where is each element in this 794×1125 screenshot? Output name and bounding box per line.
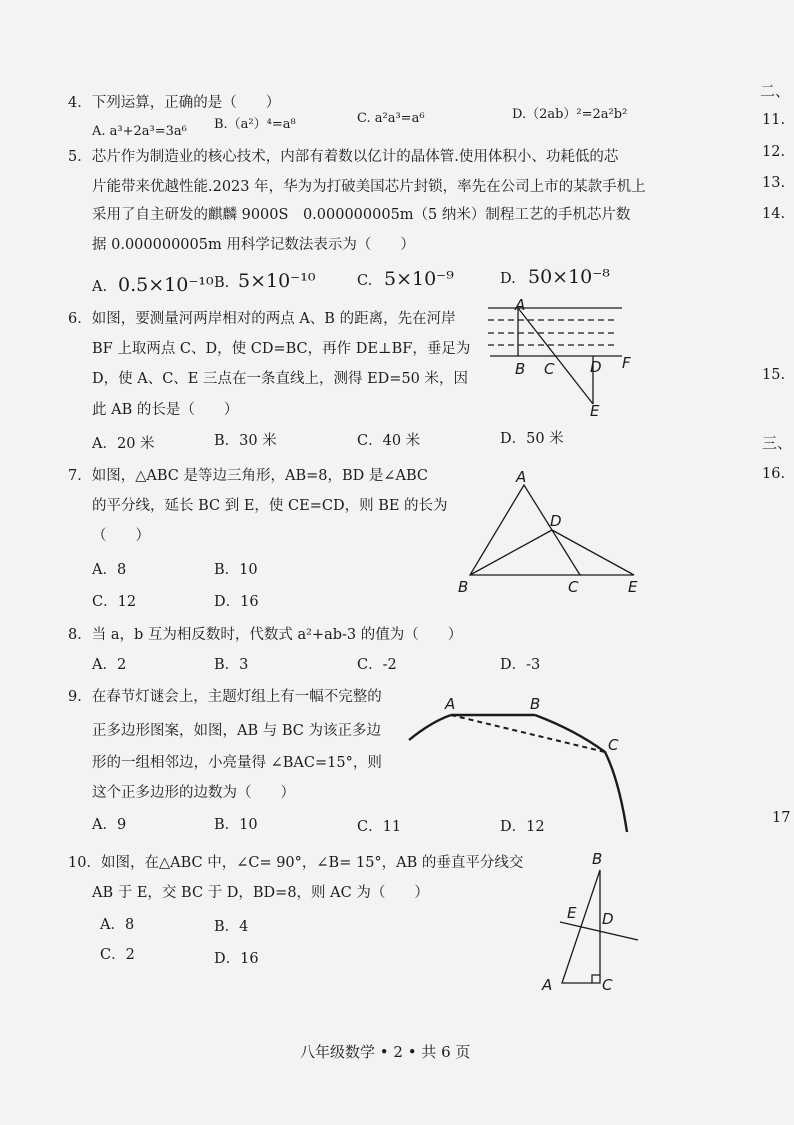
q4-stem: 4．下列运算，正确的是（ ） xyxy=(68,95,281,111)
q5-option-a: 0.5×10⁻¹⁰ xyxy=(118,274,214,296)
q4-option-b: B.（a²）⁴=a⁸ xyxy=(214,117,296,132)
q7-label-b: B xyxy=(458,578,469,596)
q9-option-a: A．9 xyxy=(92,817,127,833)
right-col-13: 13. xyxy=(762,175,786,191)
right-col-17: 17 xyxy=(772,810,791,826)
q7-line-2: 的平分线，延长 BC 到 E，使 CE=CD，则 BE 的长为 xyxy=(92,498,448,514)
q7-triangle-figure xyxy=(460,480,640,580)
q10-label-b: B xyxy=(592,850,603,868)
q6-label-b: B xyxy=(515,360,526,378)
q4-option-c: C. a²a³=a⁶ xyxy=(357,111,425,126)
q7-label-e: E xyxy=(628,578,638,596)
q5-option-b: 5×10⁻¹⁰ xyxy=(238,270,316,292)
q10-option-a: A．8 xyxy=(100,917,135,933)
q5-option-a-prefix: A. xyxy=(92,279,108,295)
q6-label-c: C xyxy=(544,360,555,378)
q9-option-c: C．11 xyxy=(357,819,402,835)
q10-option-c: C．2 xyxy=(100,947,135,963)
q10-label-a: A xyxy=(542,976,553,994)
q5-line-4: 据 0.000000005m 用科学记数法表示为（ ） xyxy=(92,237,415,253)
q9-option-d: D．12 xyxy=(500,819,545,835)
q5-option-d: 50×10⁻⁸ xyxy=(528,266,610,288)
q6-line-1: 6．如图，要测量河两岸相对的两点 A、B 的距离，先在河岸 xyxy=(68,311,456,327)
page-footer: 八年级数学 • 2 • 共 6 页 xyxy=(300,1043,471,1061)
q6-line-2: BF 上取两点 C、D，使 CD=BC，再作 DE⊥BF，垂足为 xyxy=(92,341,471,357)
q10-option-b: B．4 xyxy=(214,919,249,935)
right-col-11: 11. xyxy=(762,112,786,128)
q7-option-a: A．8 xyxy=(92,562,127,578)
q10-option-d: D．16 xyxy=(214,951,259,967)
q7-option-d: D．16 xyxy=(214,594,259,610)
q10-label-e: E xyxy=(567,904,577,922)
q9-polygon-figure xyxy=(405,700,635,840)
q10-line-1: 10．如图，在△ABC 中，∠C= 90°，∠B= 15°，AB 的垂直平分线交 xyxy=(68,855,524,871)
q6-option-a: A．20 米 xyxy=(92,436,155,452)
q5-option-c: 5×10⁻⁹ xyxy=(384,268,454,290)
q10-label-d: D xyxy=(602,910,614,928)
q9-label-c: C xyxy=(608,736,619,754)
q4-option-a: A. a³+2a³=3a⁶ xyxy=(92,124,187,139)
q8-option-b: B．3 xyxy=(214,657,249,673)
right-col-15: 15. xyxy=(762,367,786,383)
q8-option-c: C．-2 xyxy=(357,657,397,673)
q6-river-figure xyxy=(488,296,628,420)
q5-line-2: 片能带来优越性能.2023 年，华为为打破美国芯片封锁，率先在公司上市的某款手机上 xyxy=(92,179,646,195)
q10-triangle-figure xyxy=(540,860,650,990)
q7-label-a: A xyxy=(516,468,527,486)
q9-line-1: 9．在春节灯谜会上，主题灯组上有一幅不完整的 xyxy=(68,689,382,705)
q7-line-1: 7．如图，△ABC 是等边三角形，AB=8，BD 是∠ABC xyxy=(68,468,429,484)
q6-label-d: D xyxy=(590,358,602,376)
q7-label-c: C xyxy=(568,578,579,596)
right-col-label-3: 三、 xyxy=(762,434,793,452)
q8-stem: 8．当 a，b 互为相反数时，代数式 a²+ab-3 的值为（ ） xyxy=(68,627,463,643)
q10-line-2: AB 于 E，交 BC 于 D，BD=8，则 AC 为（ ） xyxy=(92,885,429,901)
q6-option-d: D．50 米 xyxy=(500,431,564,447)
q7-label-d: D xyxy=(550,512,562,530)
q5-option-b-prefix: B. xyxy=(214,275,230,291)
q8-option-d: D．-3 xyxy=(500,657,541,673)
q5-line-1: 5．芯片作为制造业的核心技术，内部有着数以亿计的晶体管.使用体积小、功耗低的芯 xyxy=(68,149,619,165)
q9-line-3: 形的一组相邻边，小亮量得 ∠BAC=15°，则 xyxy=(92,755,382,771)
right-col-label-2: 二、 xyxy=(760,82,791,100)
q8-option-a: A．2 xyxy=(92,657,127,673)
q6-label-f: F xyxy=(622,354,631,372)
q6-line-3: D，使 A、C、E 三点在一条直线上，测得 ED=50 米，因 xyxy=(92,371,469,387)
q9-option-b: B．10 xyxy=(214,817,258,833)
q6-line-4: 此 AB 的长是（ ） xyxy=(92,402,239,418)
q9-line-4: 这个正多边形的边数为（ ） xyxy=(92,785,295,801)
q6-option-b: B．30 米 xyxy=(214,433,277,449)
q9-label-b: B xyxy=(530,695,541,713)
q5-option-d-prefix: D. xyxy=(500,271,516,287)
q9-line-2: 正多边形图案，如图，AB 与 BC 为该正多边 xyxy=(92,723,381,739)
q7-line-3: （ ） xyxy=(92,528,150,544)
right-col-12: 12. xyxy=(762,144,786,160)
q7-option-c: C．12 xyxy=(92,594,137,610)
q6-option-c: C．40 米 xyxy=(357,433,421,449)
right-col-16: 16. xyxy=(762,466,786,482)
q7-option-b: B．10 xyxy=(214,562,258,578)
q5-line-3: 采用了自主研发的麒麟 9000S 0.000000005m（5 纳米）制程工艺的手机芯片数 xyxy=(92,207,631,223)
q6-label-e: E xyxy=(590,402,600,420)
q4-option-d: D.（2ab）²=2a²b² xyxy=(512,107,628,122)
q5-option-c-prefix: C. xyxy=(357,273,373,289)
right-col-14: 14. xyxy=(762,206,786,222)
q10-label-c: C xyxy=(602,976,613,994)
q6-label-a: A xyxy=(515,296,526,314)
q9-label-a: A xyxy=(445,695,456,713)
